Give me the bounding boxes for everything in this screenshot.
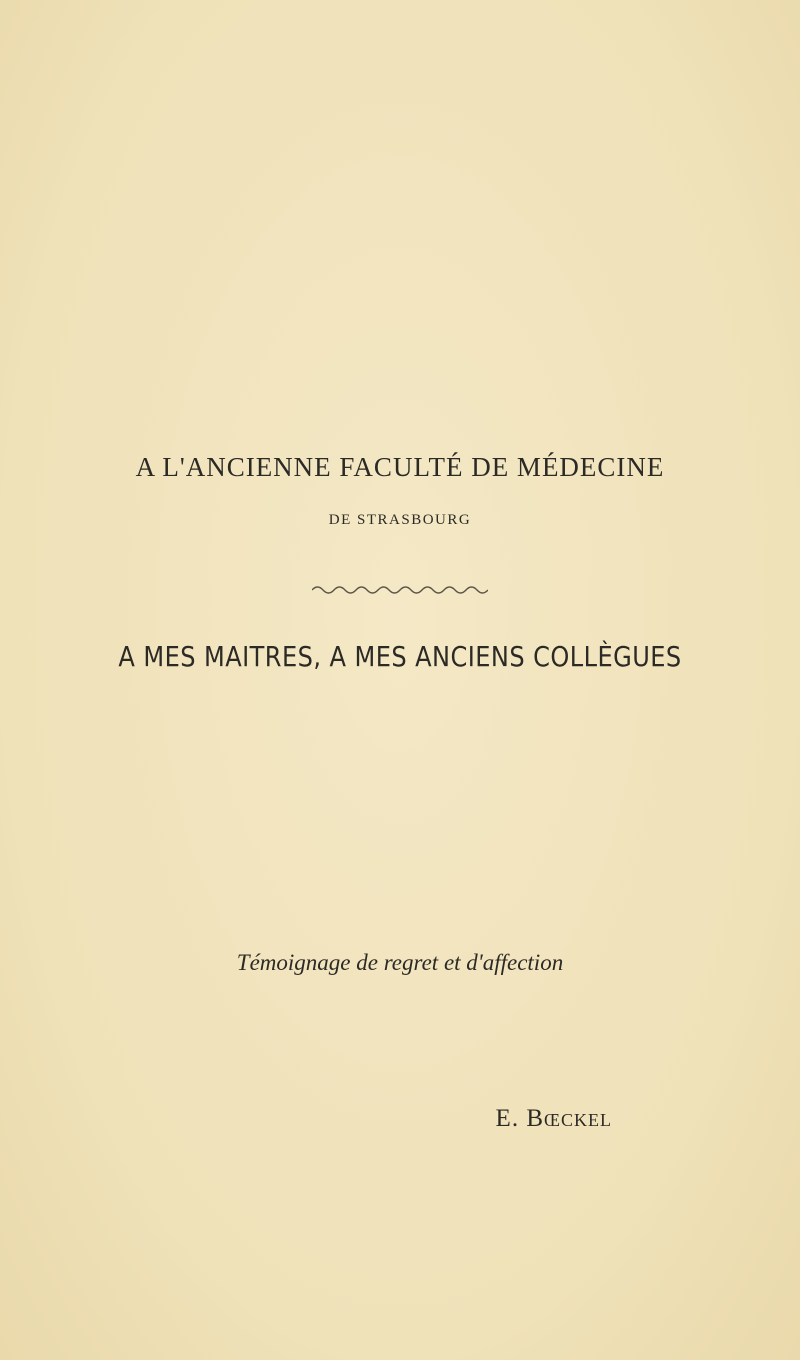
- dedication-line-city: DE STRASBOURG: [328, 512, 472, 528]
- dedication-line-faculty: A L'ANCIENNE FACULTÉ DE MÉDECINE: [135, 452, 665, 482]
- dedication-line-tribute: Témoignage de regret et d'affection: [236, 950, 564, 975]
- author-signature: E. Bœckel: [495, 1105, 612, 1132]
- wavy-ornament-divider: [312, 584, 488, 596]
- dedication-line-masters: A MES MAITRES, A MES ANCIENS COLLÈGUES: [118, 640, 682, 673]
